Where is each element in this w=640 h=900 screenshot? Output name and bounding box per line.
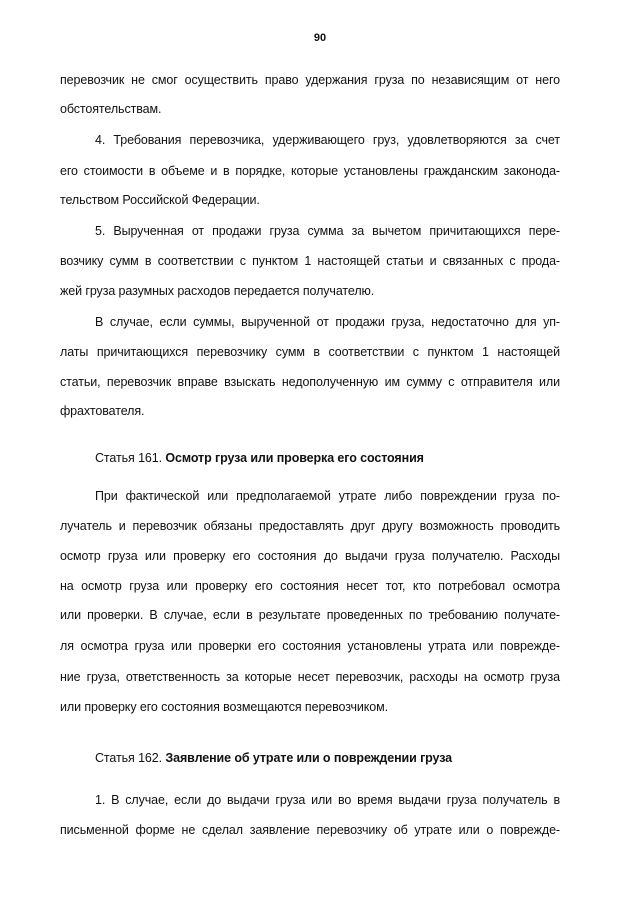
text-line: латы причитающихся перевозчику сумм в соответствии с пунктом 1 настоящей [60, 345, 560, 359]
text-line: жей груза разумных расходов передается получателю. [60, 284, 375, 298]
text-line: осмотр груза или проверку его состояния до выдачи груза получателю. Расходы [60, 549, 560, 563]
text-line: возчику сумм в соответствии с пунктом 1 настоящей статьи и связанных с прода- [60, 254, 560, 268]
text-line: ля осмотра груза или проверки его состояния установлены утрата или поврежде- [60, 639, 560, 653]
article-heading [95, 750, 452, 766]
text-line: перевозчик не смог осуществить право удержания груза по независящим от него [60, 73, 560, 87]
text-line: письменной форме не сделал заявление перевозчику об утрате или о поврежде- [60, 823, 560, 837]
text-line: тельством Российской Федерации. [60, 193, 260, 207]
text-line: 5. Вырученная от продажи груза сумма за вычетом причитающихся пере- [95, 224, 560, 238]
article-heading [95, 450, 424, 466]
text-line: статьи, перевозчик вправе взыскать недополученную им сумму с отправителя или [60, 375, 560, 389]
text-line: В случае, если суммы, вырученной от продажи груза, недостаточно для уп- [95, 315, 560, 329]
text-line: лучатель и перевозчик обязаны предоставлять друг другу возможность проводить [60, 519, 560, 533]
text-line: 1. В случае, если до выдачи груза или во время выдачи груза получатель в [95, 793, 560, 807]
article-heading-title: Осмотр груза или проверка его состояния [165, 451, 424, 465]
text-line: на осмотр груза или проверку его состояния несет тот, кто потребовал осмотра [60, 579, 560, 593]
article-heading-title: Заявление об утрате или о повреждении груза [165, 751, 453, 765]
text-line: или проверку его состояния возмещаются перевозчиком. [60, 700, 389, 714]
text-line: ние груза, ответственность за которые несет перевозчик, расходы на осмотр груза [60, 670, 560, 684]
page-number: 90 [313, 32, 327, 44]
text-line: или проверки. В случае, если в результате проведенных по требованию получате- [60, 608, 560, 622]
text-line: обстоятельствам. [60, 102, 162, 116]
article-heading-prefix: Статья 161. [95, 451, 166, 465]
text-line: 4. Требования перевозчика, удерживающего груз, удовлетворяются за счет [95, 133, 560, 147]
text-line: фрахтователя. [60, 404, 145, 418]
text-line: При фактической или предполагаемой утрате либо повреждении груза по- [95, 489, 560, 503]
article-heading-prefix: Статья 162. [95, 751, 166, 765]
text-line: его стоимости в объеме и в порядке, которые установлены гражданским законода- [60, 164, 560, 178]
